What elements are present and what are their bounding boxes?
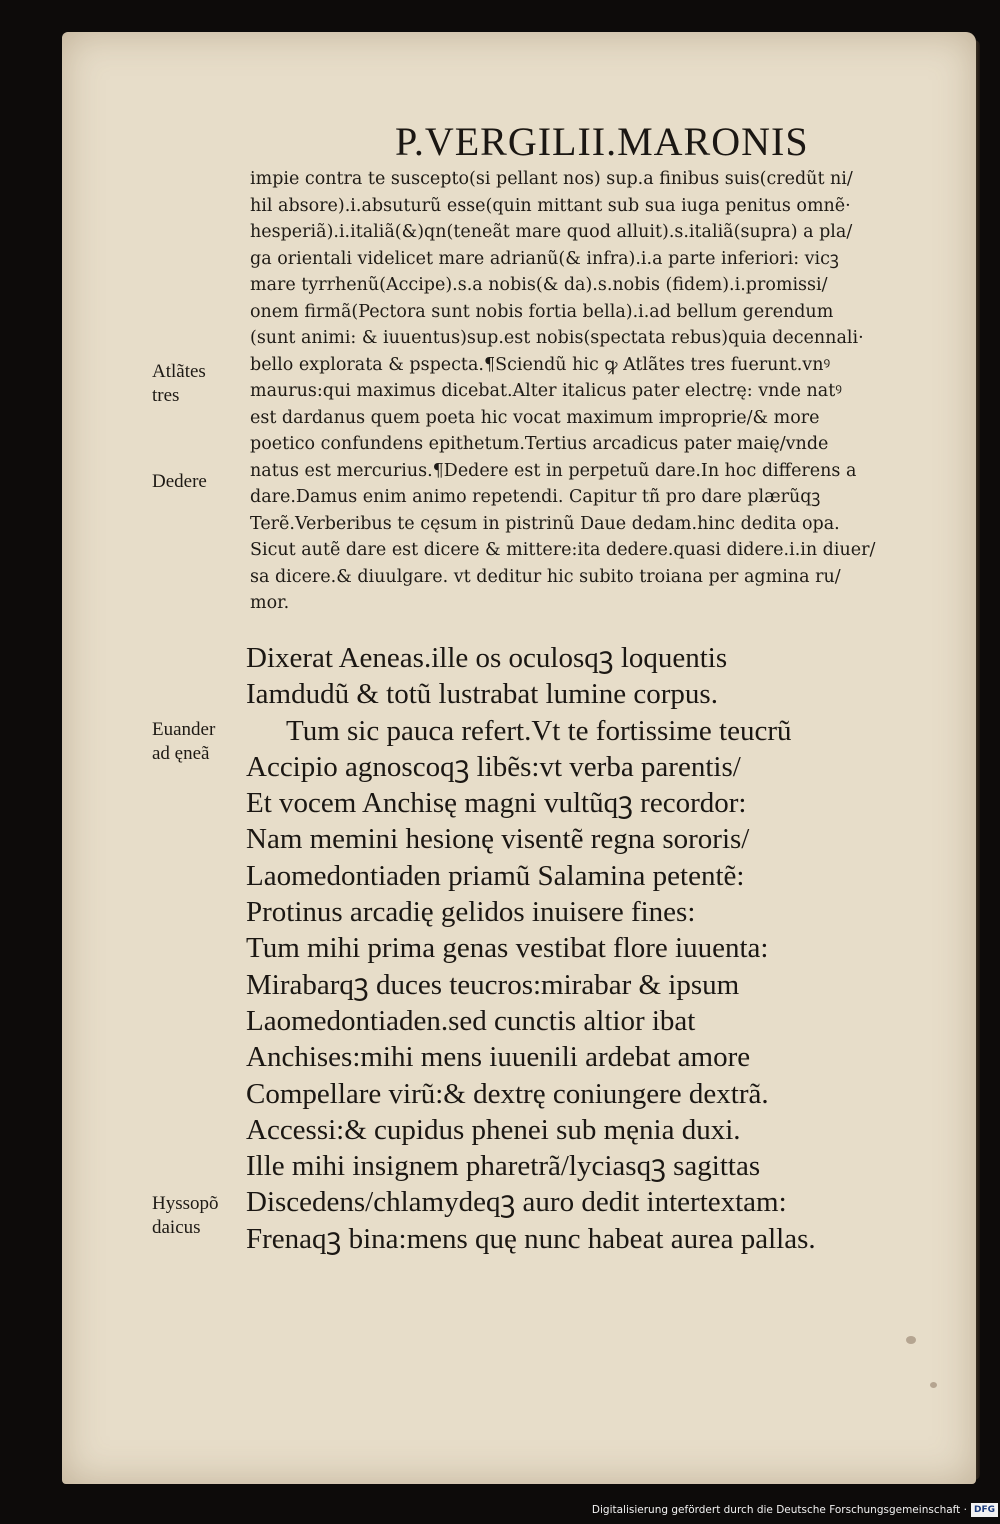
verse-line: Accessi:& cupidus phenei sub męnia duxi. xyxy=(246,1113,741,1146)
verse-line: Iamdudũ & totũ lustrabat lumine corpus. xyxy=(246,678,718,711)
commentary-block xyxy=(250,166,950,617)
verse-line: Accipio agnoscoqꝫ libẽs:vt verba parentis/ xyxy=(246,750,741,783)
verse-line: Dixerat Aeneas.ille os oculosqꝫ loquentis xyxy=(246,642,728,674)
commentary-line: mare tyrrhenũ(Accipe).s.a nobis(& da).s.nobis (fidem).i.promissi/ xyxy=(250,275,828,295)
margin-note-atlantes xyxy=(152,360,206,408)
verse-line: Ille mihi insignem pharetrã/lyciasqꝫ sagittas xyxy=(246,1150,761,1183)
margin-note-line: Dedere xyxy=(152,471,207,492)
margin-note-dedere xyxy=(152,470,207,494)
verse-line: Discedens/chlamydeqꝫ auro dedit intertextam: xyxy=(246,1186,787,1219)
commentary-line: mor. xyxy=(250,593,290,613)
verse-block xyxy=(246,640,946,1257)
footer-text: Digitalisierung gefördert durch die Deutsche Forschungsgemeinschaft · xyxy=(591,1504,967,1516)
commentary-line: Terẽ.Verberibus te cęsum in pistrinũ Daue dedam.hinc dedita opa. xyxy=(250,513,840,534)
verse-line: Et vocem Anchisę magni vultũqꝫ recordor: xyxy=(246,787,747,820)
commentary-line: onem firmã(Pectora sunt nobis fortia bella).i.ad bellum gerendum xyxy=(250,301,834,322)
commentary-line: sa dicere.& diuulgare. vt deditur hic subito troiana per agmina ru/ xyxy=(250,566,841,587)
commentary-line: bello explorata & pspecta.¶Sciendũ hic ꝙ Atlãtes tres fuerunt.vnꝰ xyxy=(250,354,831,375)
verse-line: Nam memini hesionę visentẽ regna sororis/ xyxy=(246,823,750,856)
ink-stain xyxy=(930,1382,937,1388)
commentary-line: (sunt animi: & iuuentus)sup.est nobis(spectata rebus)quia decennali· xyxy=(250,328,864,348)
ink-stain xyxy=(906,1336,916,1344)
margin-note-line: ad ęneã xyxy=(152,743,210,764)
running-head: P.VERGILII.MARONIS xyxy=(395,119,809,164)
commentary-line: maurus:qui maximus dicebat.Alter italicus pater electrę: vnde natꝰ xyxy=(250,381,842,401)
commentary-line: dare.Damus enim animo repetendi. Capitur tñ pro dare plærũqꝫ xyxy=(250,487,821,507)
verse-line: Anchises:mihi mens iuuenili ardebat amore xyxy=(246,1041,751,1074)
margin-note-line: daicus xyxy=(152,1217,201,1238)
commentary-line: hil absore).i.absuturũ esse(quin mittant sub sua iuga penitus omnẽ· xyxy=(250,195,851,216)
commentary-line: hesperiã).i.italiã(&)qn(teneãt mare quod alluit).s.italiã(supra) a pla/ xyxy=(250,222,853,242)
margin-note-line: Euander xyxy=(152,719,216,740)
margin-note-euander xyxy=(152,718,215,766)
verse-line: Compellare virũ:& dextrę coniungere dextrã. xyxy=(246,1077,769,1110)
commentary-line: ga orientali videlicet mare adrianũ(& infra).i.a parte inferiori: vicꝫ xyxy=(250,248,839,269)
commentary-line: natus est mercurius.¶Dedere est in perpetuũ dare.In hoc differens a xyxy=(250,460,857,481)
verse-line: Laomedontiaden.sed cunctis altior ibat xyxy=(246,1004,696,1037)
margin-note-line: Atlãtes xyxy=(152,361,206,382)
verse-line: Tum sic pauca refert.Vt te fortissime teucrũ xyxy=(286,714,792,747)
margin-note-line: tres xyxy=(152,385,180,406)
commentary-line: Sicut autẽ dare est dicere & mittere:ita dedere.quasi didere.i.in diuer/ xyxy=(250,540,876,560)
verse-line: Tum mihi prima genas vestibat flore iuuenta: xyxy=(246,932,769,965)
commentary-line: poetico confundens epithetum.Tertius arcadicus pater maię/vnde xyxy=(250,434,829,454)
verse-line: Frenaqꝫ bina:mens quę nunc habeat aurea pallas. xyxy=(246,1222,816,1255)
commentary-line: impie contra te suscepto(si pellant nos) sup.a finibus suis(credũt ni/ xyxy=(250,169,853,189)
margin-note-hyssopo xyxy=(152,1192,219,1240)
footer-credit xyxy=(591,1503,998,1517)
margin-note-line: Hyssopõ xyxy=(152,1193,219,1214)
verse-line: Laomedontiaden priamũ Salamina petentẽ: xyxy=(246,859,745,892)
verse-line: Mirabarqꝫ duces teucros:mirabar & ipsum xyxy=(246,968,740,1001)
commentary-line: est dardanus quem poeta hic vocat maximum improprie/& more xyxy=(250,407,820,428)
dfg-logo: DFG xyxy=(971,1503,998,1517)
verse-line: Protinus arcadię gelidos inuisere fines: xyxy=(246,896,696,929)
